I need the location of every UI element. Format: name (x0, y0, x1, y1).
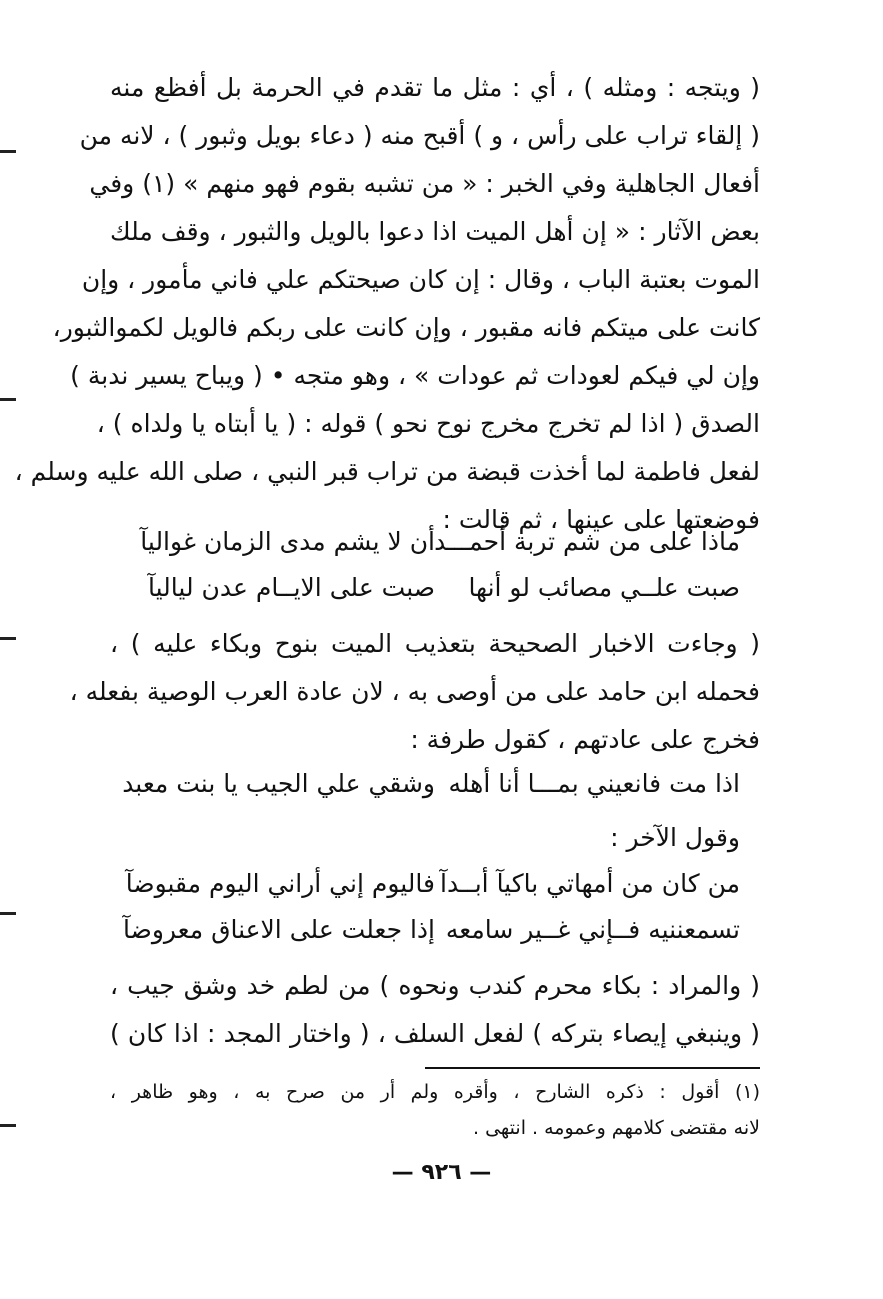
verse-line (122, 762, 740, 806)
text-line: لفعل فاطمة لما أخذت قبضة من تراب قبر النبي ، صلى الله عليه وسلم ، (14, 457, 760, 486)
text-line: فحمله ابن حامد على من أوصى به ، لان عادة العرب الوصية بفعله ، (69, 677, 760, 706)
verse-line (122, 908, 740, 952)
text-line: فخرج على عادتهم ، كقول طرفة : (410, 725, 760, 754)
text-line: ( والمراد : بكاء محرم كندب ونحوه ) من لطم خد وشق جيب ، (110, 971, 760, 1000)
text-line: بعض الآثار : « إن أهل الميت اذا دعوا بالويل والثبور ، وقف ملك (110, 217, 760, 246)
text-line: ( وينبغي إيصاء بتركه ) لفعل السلف ، ( واختار المجد : اذا كان ) (110, 1019, 760, 1048)
text-line: ( وجاءت الاخبار الصحيحة بتعذيب الميت بنوح وبكاء عليه ) ، (110, 629, 760, 658)
footnote-divider (425, 1067, 760, 1069)
verse-intro: وقول الآخر : (610, 823, 740, 852)
text-line: ( ويتجه : ومثله ) ، أي : مثل ما تقدم في الحرمة بل أفظع منه (110, 73, 760, 102)
text-line: وإن لي فيكم لعودات ثم عودات » ، وهو متجه • ( ويباح يسير ندبة ) (70, 361, 760, 390)
paragraph-3 (110, 962, 760, 1058)
margin-mark (0, 912, 16, 915)
text-line: كانت على ميتكم فانه مقبور ، وإن كانت على ربكم فالويل لكموالثبور، (52, 313, 760, 342)
verse-first-hemistich: صبت علــي مصائب لو أنها (468, 573, 740, 602)
paragraph-2 (69, 620, 760, 764)
footnote-line: (١) أقول : ذكره الشارح ، وأقره ولم أر من صرح به ، وهو ظاهر ، (110, 1081, 760, 1103)
paragraph-1 (14, 64, 760, 544)
verse-second-hemistich: إذا جعلت على الاعناق معروضآ (122, 915, 435, 944)
verse-second-hemistich: فاليوم إني أراني اليوم مقبوضآ (125, 869, 435, 898)
margin-mark (0, 150, 16, 153)
margin-mark (0, 637, 16, 640)
verse-first-hemistich: تسمعننيه فــإني غــير سامعه (445, 915, 740, 944)
verse-first-hemistich: اذا مت فانعيني بمـــا أنا أهله (448, 769, 740, 798)
verse-first-hemistich: من كان من أمهاتي باكيآ أبــدآ (440, 869, 740, 898)
verse-line (130, 566, 740, 610)
footnote-line: لانه مقتضى كلامهم وعمومه . انتهى . (473, 1117, 760, 1139)
text-line: فوضعتها على عينها ، ثم قالت : (442, 505, 760, 534)
text-line: الصدق ( اذا لم تخرج مخرج نوح نحو ) قوله : ( يا أبتاه يا ولداه ) ، (96, 409, 760, 438)
text-line: أفعال الجاهلية وفي الخبر : « من تشبه بقوم فهو منهم » (١) وفي (89, 169, 760, 198)
footnote (110, 1074, 760, 1146)
verse-second-hemistich: أن لا يشم مدى الزمان غواليآ (140, 527, 435, 556)
verse-line (130, 520, 740, 564)
text-line: الموت بعتبة الباب ، وقال : إن كان صيحتكم علي فاني مأمور ، وإن (81, 265, 760, 294)
page-number: — ٩٢٦ — (391, 1160, 492, 1185)
verse-first-hemistich: ماذا على من شم تربة أحمـــد (434, 527, 740, 556)
verse-second-hemistich: وشقي علي الجيب يا بنت معبد (122, 769, 435, 798)
text-line: ( إلقاء تراب على رأس ، و ) أقبح منه ( دعاء بويل وثبور ) ، لانه من (79, 121, 760, 150)
verse-second-hemistich: صبت على الايــام عدن لياليآ (148, 573, 435, 602)
verse-line (125, 862, 740, 906)
margin-mark (0, 398, 16, 401)
margin-mark (0, 1124, 16, 1127)
